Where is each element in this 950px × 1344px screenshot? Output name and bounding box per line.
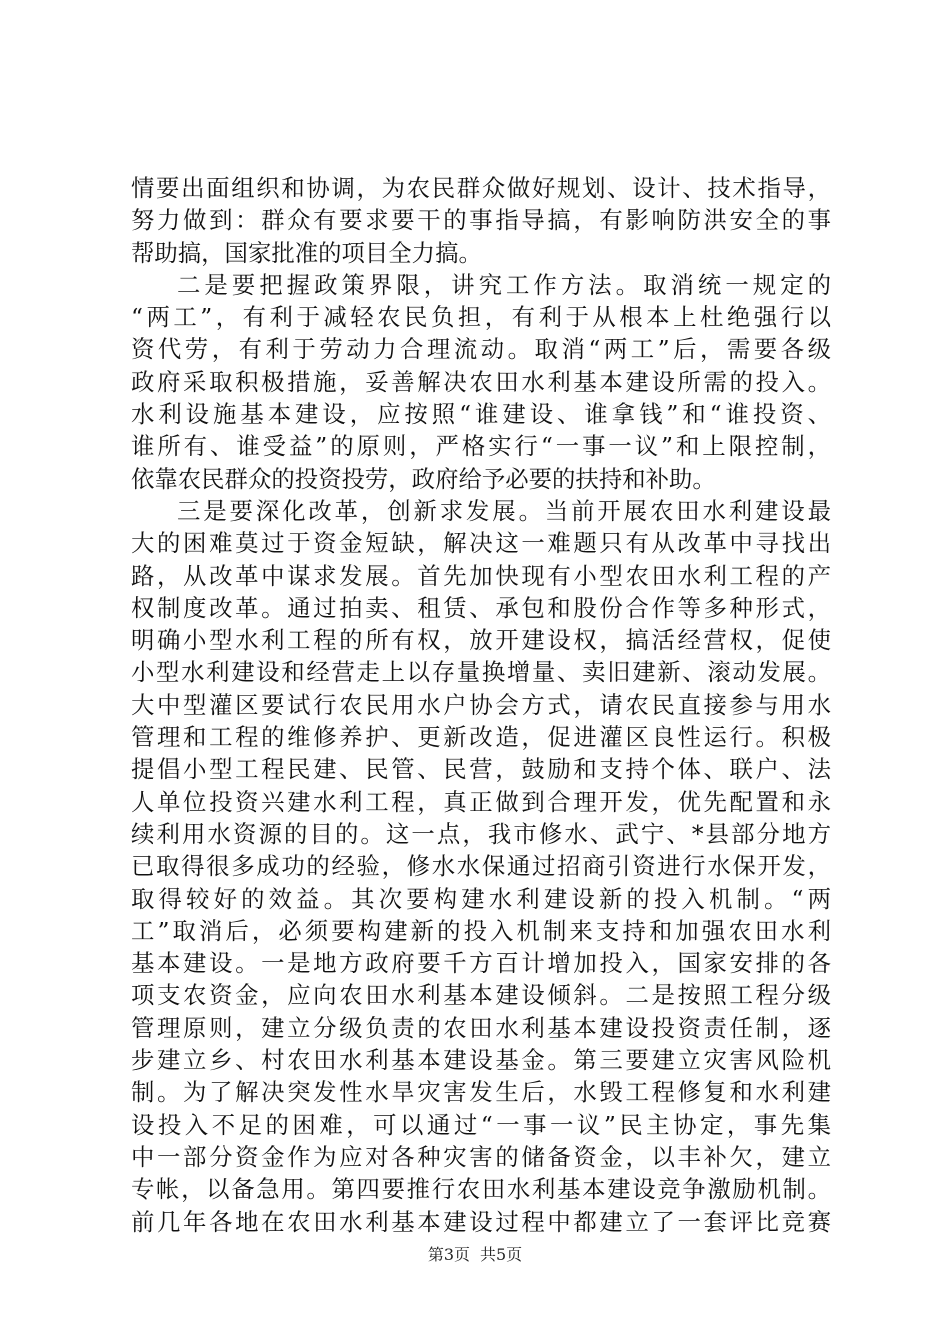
text-line: 政府采取积极措施，妥善解决农田水利基本建设所需的投入。 bbox=[131, 367, 831, 396]
page-number: 第3页 bbox=[427, 1245, 470, 1264]
text-line: 取得较好的效益。其次要构建水利建设新的投入机制。“两 bbox=[131, 884, 831, 913]
text-line: 基本建设。一是地方政府要千方百计增加投入，国家安排的各 bbox=[131, 949, 831, 978]
page-total: 共5页 bbox=[480, 1245, 523, 1264]
text-line: 提倡小型工程民建、民管、民营，鼓励和支持个体、联户、法 bbox=[131, 755, 831, 784]
text-line: 资代劳，有利于劳动力合理流动。取消“两工”后，需要各级 bbox=[131, 335, 831, 364]
text-line: 项支农资金，应向农田水利基本建设倾斜。二是按照工程分级 bbox=[131, 981, 831, 1010]
text-line: 情要出面组织和协调，为农民群众做好规划、设计、技术指导， bbox=[131, 174, 831, 202]
text-line: 专帐，以备急用。第四要推行农田水利基本建设竞争激励机制。 bbox=[131, 1175, 831, 1204]
text-line: 人单位投资兴建水利工程，真正做到合理开发，优先配置和永 bbox=[131, 787, 831, 816]
text-line: 三是要深化改革，创新求发展。当前开展农田水利建设最 bbox=[177, 496, 831, 525]
text-line: 工”取消后，必须要构建新的投入机制来支持和加强农田水利 bbox=[131, 916, 831, 945]
text-line: 水利设施基本建设，应按照“谁建设、谁拿钱”和“谁投资、 bbox=[131, 400, 831, 429]
text-line: 设投入不足的困难，可以通过“一事一议”民主协定，事先集 bbox=[131, 1110, 831, 1139]
page-footer bbox=[0, 1245, 950, 1265]
text-line: 步建立乡、村农田水利基本建设基金。第三要建立灾害风险机 bbox=[131, 1046, 831, 1075]
text-line: 努力做到：群众有要求要干的事指导搞，有影响防洪安全的事 bbox=[131, 206, 831, 235]
text-line: 管理和工程的维修养护、更新改造，促进灌区良性运行。积极 bbox=[131, 723, 831, 752]
text-line: 制。为了解决突发性水旱灾害发生后，水毁工程修复和水利建 bbox=[131, 1078, 831, 1107]
text-line: 续利用水资源的目的。这一点，我市修水、武宁、*县部分地方 bbox=[131, 819, 831, 848]
text-line: 中一部分资金作为应对各种灾害的储备资金，以丰补欠，建立 bbox=[131, 1142, 831, 1171]
text-line: 前几年各地在农田水利基本建设过程中都建立了一套评比竞赛 bbox=[131, 1207, 831, 1236]
text-line: 大中型灌区要试行农民用水户协会方式，请农民直接参与用水 bbox=[131, 690, 831, 719]
text-line: 帮助搞，国家批准的项目全力搞。 bbox=[131, 238, 482, 267]
text-line: 二是要把握政策界限，讲究工作方法。取消统一规定的 bbox=[177, 270, 831, 299]
text-line: 已取得很多成功的经验，修水水保通过招商引资进行水保开发， bbox=[131, 852, 831, 881]
text-line: 依靠农民群众的投资投劳，政府给予必要的扶持和补助。 bbox=[131, 464, 716, 493]
body-text bbox=[131, 172, 831, 1238]
text-line: 小型水利建设和经营走上以存量换增量、卖旧建新、滚动发展。 bbox=[131, 658, 831, 687]
text-line: 大的困难莫过于资金短缺，解决这一难题只有从改革中寻找出 bbox=[131, 529, 831, 558]
text-line: 路，从改革中谋求发展。首先加快现有小型农田水利工程的产 bbox=[131, 561, 831, 590]
text-line: “两工”，有利于减轻农民负担，有利于从根本上杜绝强行以 bbox=[131, 303, 831, 332]
text-line: 管理原则，建立分级负责的农田水利基本建设投资责任制，逐 bbox=[131, 1013, 831, 1042]
text-line: 明确小型水利工程的所有权，放开建设权，搞活经营权，促使 bbox=[131, 626, 831, 655]
text-line: 权制度改革。通过拍卖、租赁、承包和股份合作等多种形式， bbox=[131, 593, 831, 622]
text-line: 谁所有、谁受益”的原则，严格实行“一事一议”和上限控制， bbox=[131, 432, 831, 461]
